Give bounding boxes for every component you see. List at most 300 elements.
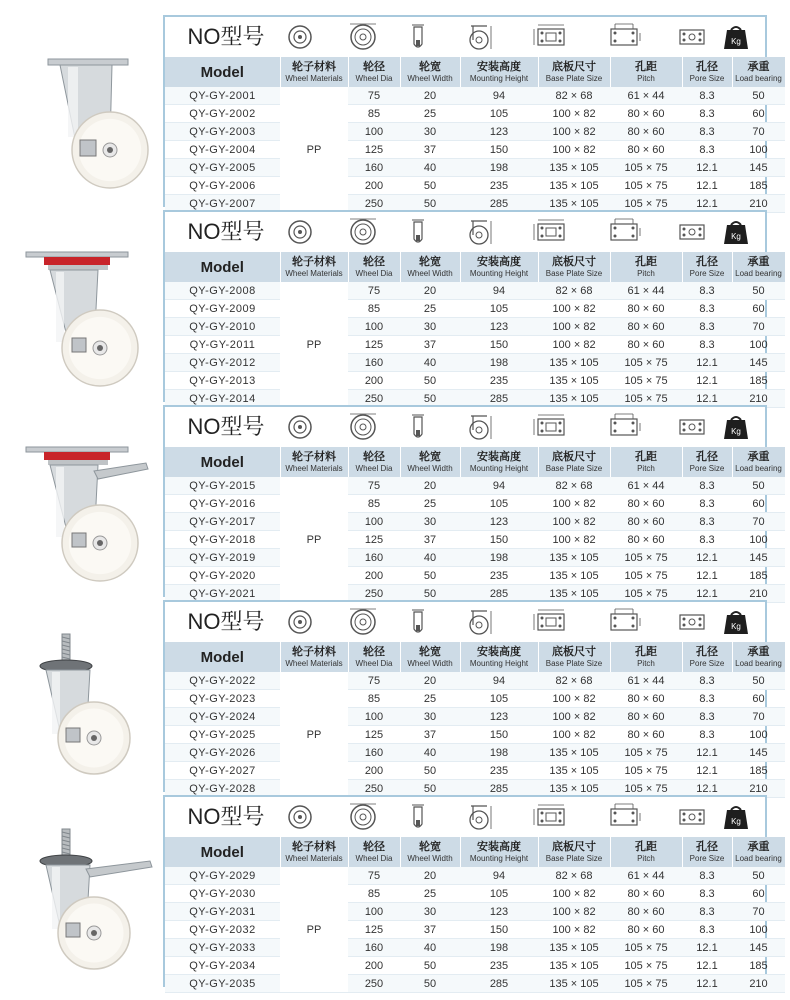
load-weight-icon: [721, 411, 751, 443]
product-block: [0, 600, 790, 795]
cell-wheel-width: 30: [400, 903, 460, 921]
spec-table: [165, 642, 786, 798]
cell-wheel-width: 50: [400, 390, 460, 408]
cell-load-bearing: 70: [732, 318, 785, 336]
wheel-width-icon: [398, 21, 438, 53]
cell-pore-size: 8.3: [682, 282, 732, 300]
header-mounting-height: 安装高度 Mounting Height: [460, 57, 538, 87]
base-plate-icon: [532, 606, 572, 638]
cell-wheel-width: 37: [400, 531, 460, 549]
column-header-row: [165, 837, 785, 867]
cell-pitch: 61 × 44: [610, 672, 682, 690]
cell-load-bearing: 60: [732, 105, 785, 123]
header-model: Model: [165, 837, 280, 867]
wheel-width-icon: [398, 216, 438, 248]
spec-table-card: [163, 795, 782, 990]
header-load-bearing: 承重 Load bearing: [732, 447, 785, 477]
spec-table-card: [163, 210, 782, 405]
cell-pitch: 61 × 44: [610, 282, 682, 300]
load-weight-icon: [721, 216, 751, 248]
header-load-bearing: 承重 Load bearing: [732, 252, 785, 282]
header-pitch: 孔距 Pitch: [610, 252, 682, 282]
cell-mounting-height: 198: [460, 549, 538, 567]
icon-header-row: [165, 602, 765, 643]
header-pore-size: 孔径 Pore Size: [682, 447, 732, 477]
cell-base-plate: 135 × 105: [538, 549, 610, 567]
cell-wheel-dia: 125: [348, 726, 400, 744]
cell-load-bearing: 185: [732, 177, 785, 195]
cell-mounting-height: 198: [460, 744, 538, 762]
cell-pitch: 80 × 60: [610, 123, 682, 141]
cell-wheel-width: 25: [400, 495, 460, 513]
cell-wheel-dia: 250: [348, 975, 400, 993]
cell-wheel-width: 20: [400, 672, 460, 690]
mounting-height-icon: [460, 216, 500, 248]
cell-load-bearing: 60: [732, 885, 785, 903]
table-row: [165, 477, 785, 495]
cell-mounting-height: 150: [460, 921, 538, 939]
cell-wheel-dia: 160: [348, 354, 400, 372]
header-model: Model: [165, 447, 280, 477]
table-row: [165, 282, 785, 300]
cell-pitch: 80 × 60: [610, 726, 682, 744]
cell-mounting-height: 198: [460, 939, 538, 957]
cell-wheel-width: 25: [400, 300, 460, 318]
cell-wheel-dia: 100: [348, 903, 400, 921]
cell-pitch: 105 × 75: [610, 549, 682, 567]
svg-text:Kg: Kg: [731, 37, 741, 46]
cell-model: QY-GY-2007: [165, 195, 280, 213]
cell-wheel-dia: 160: [348, 744, 400, 762]
table-row: [165, 567, 785, 585]
cell-model: QY-GY-2005: [165, 159, 280, 177]
cell-pitch: 105 × 75: [610, 567, 682, 585]
cell-pitch: 80 × 60: [610, 141, 682, 159]
cell-model: QY-GY-2003: [165, 123, 280, 141]
header-wheel-dia: 轮径 Wheel Dia: [348, 447, 400, 477]
cell-wheel-width: 50: [400, 975, 460, 993]
cell-model: QY-GY-2017: [165, 513, 280, 531]
cell-base-plate: 100 × 82: [538, 105, 610, 123]
cell-wheel-dia: 85: [348, 300, 400, 318]
cell-wheel-dia: 250: [348, 585, 400, 603]
cell-pitch: 105 × 75: [610, 762, 682, 780]
cell-pore-size: 8.3: [682, 87, 732, 105]
header-base-plate: 底板尺寸 Base Plate Size: [538, 57, 610, 87]
table-row: [165, 123, 785, 141]
svg-text:Kg: Kg: [731, 622, 741, 631]
mounting-height-icon: [460, 606, 500, 638]
cell-wheel-dia: 125: [348, 336, 400, 354]
cell-load-bearing: 210: [732, 195, 785, 213]
cell-pitch: 61 × 44: [610, 87, 682, 105]
cell-wheel-width: 25: [400, 885, 460, 903]
cell-material: PP: [280, 87, 348, 213]
cell-wheel-dia: 125: [348, 921, 400, 939]
cell-load-bearing: 70: [732, 513, 785, 531]
header-model: Model: [165, 252, 280, 282]
header-load-bearing: 承重 Load bearing: [732, 837, 785, 867]
cell-model: QY-GY-2011: [165, 336, 280, 354]
cell-base-plate: 135 × 105: [538, 780, 610, 798]
cell-pitch: 105 × 75: [610, 975, 682, 993]
cell-model: QY-GY-2026: [165, 744, 280, 762]
cell-base-plate: 135 × 105: [538, 762, 610, 780]
cell-pitch: 105 × 75: [610, 159, 682, 177]
cell-pitch: 105 × 75: [610, 744, 682, 762]
cell-pitch: 80 × 60: [610, 513, 682, 531]
cell-base-plate: 135 × 105: [538, 195, 610, 213]
caster-photo-threaded-stem: [10, 630, 160, 780]
cell-wheel-width: 25: [400, 105, 460, 123]
header-wheel-width: 轮宽 Wheel Width: [400, 447, 460, 477]
series-title: NO型号: [187, 24, 265, 49]
cell-pitch: 80 × 60: [610, 318, 682, 336]
cell-pore-size: 8.3: [682, 867, 732, 885]
header-wheel-dia: 轮径 Wheel Dia: [348, 57, 400, 87]
cell-wheel-width: 37: [400, 921, 460, 939]
cell-base-plate: 135 × 105: [538, 354, 610, 372]
cell-base-plate: 82 × 68: [538, 282, 610, 300]
cell-mounting-height: 150: [460, 726, 538, 744]
cell-model: QY-GY-2024: [165, 708, 280, 726]
cell-mounting-height: 285: [460, 780, 538, 798]
cell-base-plate: 100 × 82: [538, 903, 610, 921]
pore-size-icon: [672, 21, 712, 53]
header-base-plate: 底板尺寸 Base Plate Size: [538, 252, 610, 282]
cell-base-plate: 135 × 105: [538, 975, 610, 993]
cell-mounting-height: 94: [460, 282, 538, 300]
cell-load-bearing: 70: [732, 123, 785, 141]
cell-base-plate: 100 × 82: [538, 318, 610, 336]
cell-base-plate: 100 × 82: [538, 123, 610, 141]
cell-base-plate: 135 × 105: [538, 957, 610, 975]
cell-mounting-height: 198: [460, 159, 538, 177]
cell-pore-size: 8.3: [682, 495, 732, 513]
cell-base-plate: 135 × 105: [538, 567, 610, 585]
cell-model: QY-GY-2028: [165, 780, 280, 798]
cell-base-plate: 100 × 82: [538, 531, 610, 549]
header-wheel-dia: 轮径 Wheel Dia: [348, 837, 400, 867]
cell-mounting-height: 105: [460, 690, 538, 708]
cell-base-plate: 135 × 105: [538, 939, 610, 957]
cell-mounting-height: 235: [460, 177, 538, 195]
cell-mounting-height: 123: [460, 123, 538, 141]
cell-model: QY-GY-2001: [165, 87, 280, 105]
base-plate-icon: [532, 21, 572, 53]
pitch-icon: [605, 801, 645, 833]
cell-load-bearing: 210: [732, 585, 785, 603]
cell-wheel-dia: 75: [348, 867, 400, 885]
table-row: [165, 939, 785, 957]
cell-wheel-width: 30: [400, 318, 460, 336]
cell-base-plate: 135 × 105: [538, 372, 610, 390]
cell-material: PP: [280, 477, 348, 603]
cell-pore-size: 12.1: [682, 585, 732, 603]
cell-pore-size: 8.3: [682, 531, 732, 549]
caster-photo-swivel-plate: [10, 240, 160, 390]
cell-mounting-height: 285: [460, 585, 538, 603]
cell-pore-size: 8.3: [682, 690, 732, 708]
base-plate-icon: [532, 411, 572, 443]
table-row: [165, 141, 785, 159]
cell-mounting-height: 94: [460, 867, 538, 885]
cell-model: QY-GY-2012: [165, 354, 280, 372]
pitch-icon: [605, 21, 645, 53]
cell-pitch: 105 × 75: [610, 585, 682, 603]
cell-wheel-dia: 85: [348, 885, 400, 903]
wheel-diameter-icon: [343, 216, 383, 248]
cell-base-plate: 100 × 82: [538, 921, 610, 939]
spec-table: [165, 57, 786, 213]
header-pore-size: 孔径 Pore Size: [682, 252, 732, 282]
table-row: [165, 531, 785, 549]
cell-pitch: 61 × 44: [610, 477, 682, 495]
cell-wheel-width: 37: [400, 141, 460, 159]
cell-pore-size: 8.3: [682, 336, 732, 354]
cell-wheel-width: 20: [400, 867, 460, 885]
header-model: Model: [165, 642, 280, 672]
mounting-height-icon: [460, 411, 500, 443]
cell-model: QY-GY-2032: [165, 921, 280, 939]
cell-pore-size: 12.1: [682, 762, 732, 780]
cell-model: QY-GY-2029: [165, 867, 280, 885]
pore-size-icon: [672, 606, 712, 638]
cell-wheel-width: 20: [400, 87, 460, 105]
table-row: [165, 672, 785, 690]
cell-pitch: 105 × 75: [610, 177, 682, 195]
cell-mounting-height: 105: [460, 105, 538, 123]
cell-pore-size: 12.1: [682, 159, 732, 177]
cell-wheel-width: 50: [400, 372, 460, 390]
mounting-height-icon: [460, 801, 500, 833]
cell-mounting-height: 198: [460, 354, 538, 372]
header-mounting-height: 安装高度 Mounting Height: [460, 447, 538, 477]
cell-model: QY-GY-2018: [165, 531, 280, 549]
table-row: [165, 495, 785, 513]
load-weight-icon: [721, 606, 751, 638]
table-row: [165, 354, 785, 372]
cell-model: QY-GY-2034: [165, 957, 280, 975]
header-wheel-dia: 轮径 Wheel Dia: [348, 642, 400, 672]
cell-pitch: 80 × 60: [610, 690, 682, 708]
cell-wheel-width: 40: [400, 939, 460, 957]
cell-load-bearing: 145: [732, 354, 785, 372]
header-pitch: 孔距 Pitch: [610, 57, 682, 87]
header-mounting-height: 安装高度 Mounting Height: [460, 642, 538, 672]
cell-pitch: 80 × 60: [610, 531, 682, 549]
cell-pore-size: 12.1: [682, 939, 732, 957]
series-title: NO型号: [187, 219, 265, 244]
cell-load-bearing: 60: [732, 495, 785, 513]
header-pitch: 孔距 Pitch: [610, 642, 682, 672]
cell-pore-size: 12.1: [682, 780, 732, 798]
spec-table-card: [163, 15, 782, 210]
cell-wheel-dia: 200: [348, 762, 400, 780]
series-title: NO型号: [187, 609, 265, 634]
cell-base-plate: 100 × 82: [538, 726, 610, 744]
cell-mounting-height: 150: [460, 141, 538, 159]
cell-model: QY-GY-2010: [165, 318, 280, 336]
column-header-row: [165, 57, 785, 87]
cell-pore-size: 8.3: [682, 105, 732, 123]
wheel-diameter-icon: [343, 21, 383, 53]
table-row: [165, 549, 785, 567]
cell-wheel-dia: 100: [348, 318, 400, 336]
cell-wheel-dia: 125: [348, 141, 400, 159]
cell-wheel-width: 50: [400, 780, 460, 798]
cell-load-bearing: 50: [732, 867, 785, 885]
cell-model: QY-GY-2009: [165, 300, 280, 318]
cell-base-plate: 82 × 68: [538, 87, 610, 105]
cell-pitch: 105 × 75: [610, 195, 682, 213]
cell-wheel-width: 40: [400, 744, 460, 762]
cell-pore-size: 8.3: [682, 477, 732, 495]
cell-base-plate: 100 × 82: [538, 513, 610, 531]
table-row: [165, 513, 785, 531]
cell-material: PP: [280, 672, 348, 798]
base-plate-icon: [532, 216, 572, 248]
cell-wheel-width: 50: [400, 567, 460, 585]
header-load-bearing: 承重 Load bearing: [732, 642, 785, 672]
cell-material: PP: [280, 282, 348, 408]
cell-pitch: 80 × 60: [610, 921, 682, 939]
wheel-face-icon: [280, 411, 320, 443]
table-row: [165, 177, 785, 195]
wheel-width-icon: [398, 606, 438, 638]
cell-model: QY-GY-2021: [165, 585, 280, 603]
column-header-row: [165, 447, 785, 477]
cell-model: QY-GY-2016: [165, 495, 280, 513]
cell-pore-size: 12.1: [682, 957, 732, 975]
wheel-width-icon: [398, 801, 438, 833]
wheel-diameter-icon: [343, 801, 383, 833]
cell-load-bearing: 145: [732, 744, 785, 762]
cell-model: QY-GY-2022: [165, 672, 280, 690]
wheel-face-icon: [280, 801, 320, 833]
cell-base-plate: 100 × 82: [538, 141, 610, 159]
cell-pore-size: 8.3: [682, 141, 732, 159]
header-wheel-width: 轮宽 Wheel Width: [400, 252, 460, 282]
cell-base-plate: 100 × 82: [538, 336, 610, 354]
cell-wheel-dia: 160: [348, 549, 400, 567]
cell-mounting-height: 123: [460, 318, 538, 336]
cell-load-bearing: 145: [732, 159, 785, 177]
cell-base-plate: 135 × 105: [538, 177, 610, 195]
cell-base-plate: 135 × 105: [538, 159, 610, 177]
cell-model: QY-GY-2008: [165, 282, 280, 300]
product-block: [0, 795, 790, 990]
header-base-plate: 底板尺寸 Base Plate Size: [538, 642, 610, 672]
header-pore-size: 孔径 Pore Size: [682, 837, 732, 867]
cell-load-bearing: 210: [732, 390, 785, 408]
cell-mounting-height: 235: [460, 372, 538, 390]
cell-pore-size: 12.1: [682, 975, 732, 993]
header-wheel-width: 轮宽 Wheel Width: [400, 57, 460, 87]
header-pitch: 孔距 Pitch: [610, 837, 682, 867]
cell-wheel-width: 30: [400, 513, 460, 531]
cell-wheel-width: 40: [400, 159, 460, 177]
icon-header-row: [165, 212, 765, 253]
load-weight-icon: [721, 801, 751, 833]
cell-load-bearing: 70: [732, 708, 785, 726]
table-row: [165, 87, 785, 105]
header-material: 轮子材料 Wheel Materials: [280, 837, 348, 867]
cell-pore-size: 8.3: [682, 318, 732, 336]
cell-pore-size: 12.1: [682, 567, 732, 585]
table-row: [165, 372, 785, 390]
cell-model: QY-GY-2031: [165, 903, 280, 921]
cell-load-bearing: 185: [732, 957, 785, 975]
header-base-plate: 底板尺寸 Base Plate Size: [538, 837, 610, 867]
cell-pore-size: 8.3: [682, 726, 732, 744]
load-weight-icon: [721, 21, 751, 53]
cell-wheel-dia: 160: [348, 159, 400, 177]
cell-wheel-dia: 200: [348, 567, 400, 585]
header-material: 轮子材料 Wheel Materials: [280, 642, 348, 672]
cell-model: QY-GY-2027: [165, 762, 280, 780]
table-row: [165, 300, 785, 318]
cell-wheel-width: 50: [400, 195, 460, 213]
cell-model: QY-GY-2033: [165, 939, 280, 957]
cell-load-bearing: 50: [732, 477, 785, 495]
cell-pore-size: 12.1: [682, 372, 732, 390]
product-block: [0, 210, 790, 405]
caster-photo-fixed-plate: [10, 45, 160, 195]
header-mounting-height: 安装高度 Mounting Height: [460, 252, 538, 282]
cell-wheel-dia: 100: [348, 123, 400, 141]
cell-model: QY-GY-2014: [165, 390, 280, 408]
cell-model: QY-GY-2015: [165, 477, 280, 495]
cell-pitch: 105 × 75: [610, 354, 682, 372]
cell-wheel-dia: 75: [348, 87, 400, 105]
pore-size-icon: [672, 801, 712, 833]
cell-pitch: 80 × 60: [610, 708, 682, 726]
cell-load-bearing: 50: [732, 87, 785, 105]
cell-base-plate: 100 × 82: [538, 885, 610, 903]
cell-wheel-width: 30: [400, 708, 460, 726]
series-title: NO型号: [187, 804, 265, 829]
table-row: [165, 318, 785, 336]
header-model: Model: [165, 57, 280, 87]
icon-header-row: [165, 797, 765, 838]
cell-wheel-dia: 250: [348, 780, 400, 798]
cell-mounting-height: 105: [460, 885, 538, 903]
cell-pore-size: 12.1: [682, 195, 732, 213]
cell-wheel-dia: 75: [348, 477, 400, 495]
spec-table: [165, 837, 786, 993]
product-block: [0, 405, 790, 600]
table-row: [165, 885, 785, 903]
cell-pore-size: 8.3: [682, 921, 732, 939]
cell-pitch: 105 × 75: [610, 957, 682, 975]
cell-base-plate: 100 × 82: [538, 690, 610, 708]
cell-mounting-height: 94: [460, 477, 538, 495]
cell-model: QY-GY-2002: [165, 105, 280, 123]
cell-load-bearing: 50: [732, 282, 785, 300]
cell-wheel-width: 40: [400, 354, 460, 372]
cell-base-plate: 82 × 68: [538, 477, 610, 495]
icon-header-row: [165, 17, 765, 58]
cell-wheel-dia: 200: [348, 957, 400, 975]
header-wheel-width: 轮宽 Wheel Width: [400, 642, 460, 672]
spec-table-card: [163, 405, 782, 600]
table-row: [165, 336, 785, 354]
header-material: 轮子材料 Wheel Materials: [280, 252, 348, 282]
cell-mounting-height: 285: [460, 390, 538, 408]
cell-pore-size: 8.3: [682, 300, 732, 318]
cell-pore-size: 8.3: [682, 513, 732, 531]
